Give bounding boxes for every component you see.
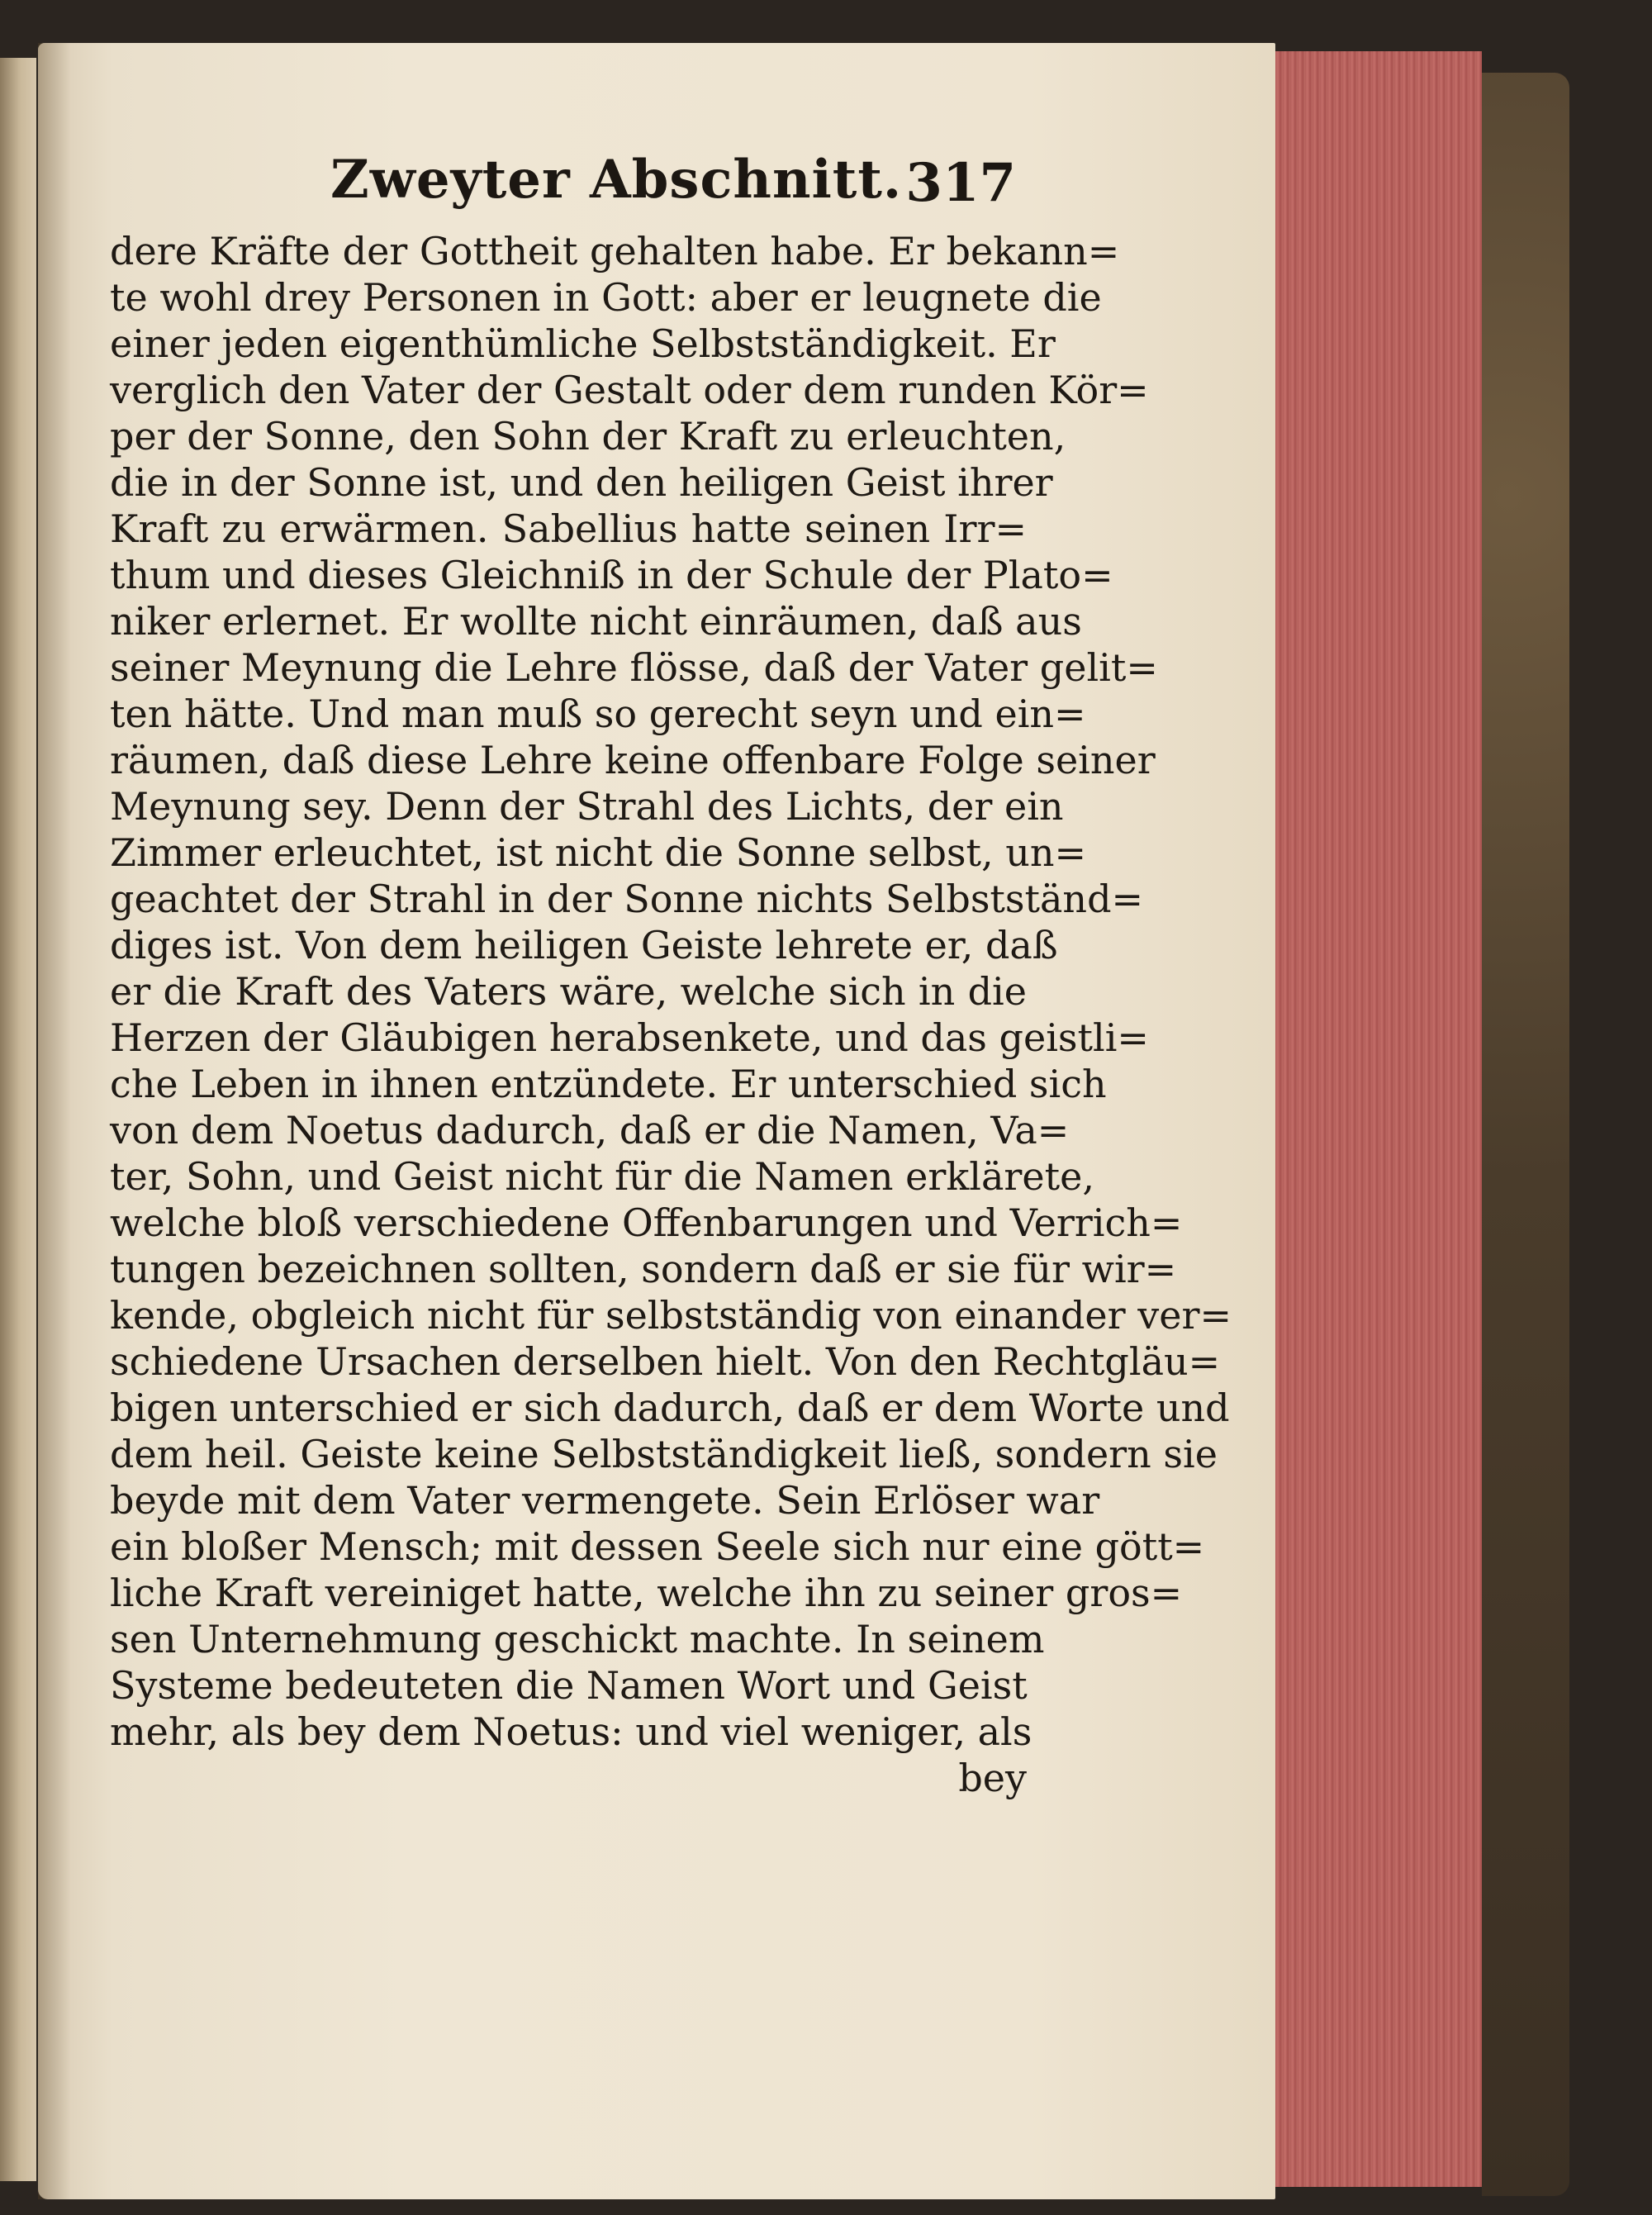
text-line: mehr, als bey dem Noetus: und viel weniger, als: [110, 1709, 1032, 1754]
book-cover-board: [1482, 73, 1569, 2196]
text-line: tungen bezeichnen sollten, sondern daß er sie für wir=: [110, 1247, 1177, 1291]
text-line: Systeme bedeuteten die Namen Wort und Geist: [110, 1663, 1028, 1708]
text-line: geachtet der Strahl in der Sonne nichts Selbstständ=: [110, 877, 1144, 921]
red-page-edges: [1275, 51, 1482, 2187]
text-line: thum und dieses Gleichniß in der Schule der Plato=: [110, 553, 1113, 597]
left-page-edge: [0, 58, 36, 2181]
text-line: einer jeden eigenthümliche Selbstständigkeit. Er: [110, 321, 1056, 366]
gutter-shadow: [38, 43, 71, 2199]
text-line: Kraft zu erwärmen. Sabellius hatte seinen Irr=: [110, 506, 1027, 551]
text-line: verglich den Vater der Gestalt oder dem runden Kör=: [110, 368, 1149, 412]
text-line: schiedene Ursachen derselben hielt. Von den Rechtgläu=: [110, 1339, 1221, 1384]
text-line: von dem Noetus dadurch, daß er die Namen, Va=: [110, 1108, 1070, 1153]
text-line: Herzen der Gläubigen herabsenkete, und das geistli=: [110, 1015, 1149, 1060]
running-title: Zweyter Abschnitt.: [330, 149, 903, 211]
text-line: te wohl drey Personen in Gott: aber er leugnete die: [110, 275, 1102, 320]
text-line: per der Sonne, den Sohn der Kraft zu erleuchten,: [110, 414, 1066, 459]
text-line: kende, obgleich nicht für selbstständig von einander ver=: [110, 1293, 1232, 1338]
text-line: ten hätte. Und man muß so gerecht seyn und ein=: [110, 692, 1086, 736]
text-line: die in der Sonne ist, und den heiligen Geist ihrer: [110, 460, 1053, 505]
text-line: er die Kraft des Vaters wäre, welche sich in die: [110, 969, 1027, 1014]
text-line: bigen unterschied er sich dadurch, daß er dem Worte und: [110, 1386, 1230, 1430]
text-line: Meynung sey. Denn der Strahl des Lichts, der ein: [110, 784, 1064, 829]
text-line: Zimmer erleuchtet, ist nicht die Sonne selbst, un=: [110, 830, 1087, 875]
text-line: beyde mit dem Vater vermengete. Sein Erlöser war: [110, 1478, 1100, 1523]
text-line: niker erlernet. Er wollte nicht einräumen, daß aus: [110, 599, 1082, 644]
page-header: [330, 149, 1016, 223]
text-line: seiner Meynung die Lehre flösse, daß der Vater gelit=: [110, 645, 1158, 690]
catchword: bey: [958, 1756, 1027, 1800]
text-line: liche Kraft vereiniget hatte, welche ihn zu seiner gros=: [110, 1571, 1183, 1615]
text-line: ter, Sohn, und Geist nicht für die Namen erklärete,: [110, 1154, 1094, 1199]
text-line: dem heil. Geiste keine Selbstständigkeit ließ, sondern sie: [110, 1432, 1218, 1476]
text-line: diges ist. Von dem heiligen Geiste lehrete er, daß: [110, 923, 1058, 967]
text-line: dere Kräfte der Gottheit gehalten habe. Er bekann=: [110, 229, 1120, 273]
text-line: sen Unternehmung geschickt machte. In seinem: [110, 1617, 1045, 1661]
text-line: welche bloß verschiedene Offenbarungen und Verrich=: [110, 1200, 1183, 1245]
text-line: ein bloßer Mensch; mit dessen Seele sich nur eine gött=: [110, 1524, 1205, 1569]
page-number: 317: [905, 152, 1016, 214]
text-line: räumen, daß diese Lehre keine offenbare Folge seiner: [110, 738, 1156, 782]
text-line: che Leben in ihnen entzündete. Er unterschied sich: [110, 1062, 1107, 1106]
body-text: [110, 228, 1232, 1801]
